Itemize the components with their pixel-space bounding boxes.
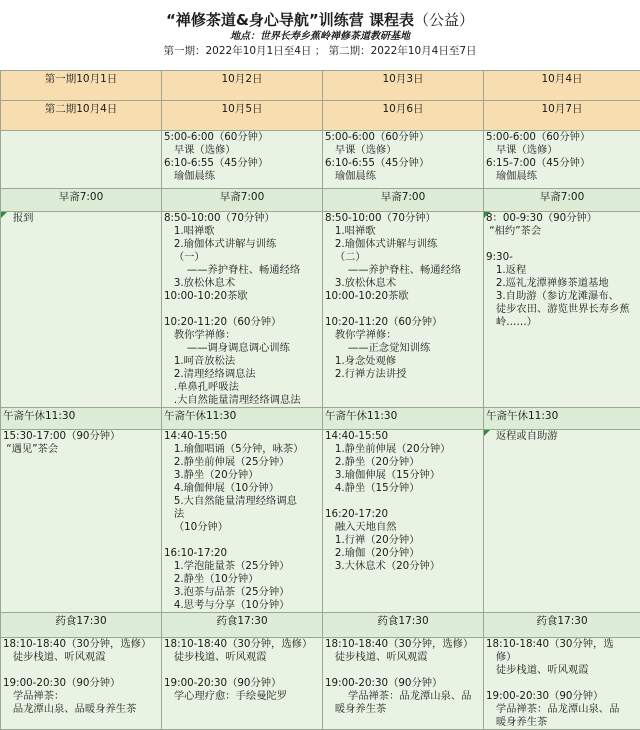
am-day3: 8:50-10:00（70分钟） 1.唱禅歌 2.瑜伽体式讲解与训练 （二） ——养护脊柱、畅通经络 3.放松休息术 10:00-10:20茶歇 10:20-11:20（60分钟） 教你学禅修： ——正念觉知训练 1.身念处观修 2.行禅方法讲授 [323, 212, 484, 408]
period2-day4: 10月7日 [484, 101, 640, 131]
period1-day1: 第一期10月1日 [1, 71, 162, 101]
lunch-row [1, 408, 640, 430]
evening-day1: 18:10-18:40（30分钟，选修） 徒步栈道、听风观霞 19:00-20:30（90分钟） 学品禅茶： 品龙潭山泉、品暖身养生茶 [1, 638, 162, 730]
morning-day1 [1, 131, 162, 189]
period2-row [1, 101, 640, 131]
evening-day4: 18:10-18:40（30分钟，选 修） 徒步栈道、听风观霞 19:00-20:30（90分钟） 学品禅茶：品龙潭山泉、品 暖身养生茶 [484, 638, 640, 730]
pm-day4: 返程或自助游 [484, 430, 640, 613]
pm-day2: 14:40-15:50 1.瑜伽唱诵（5分钟，咏茶） 2.静坐前伸展（25分钟） 3.静坐（20分钟） 4.瑜伽伸展（10分钟） 5.大自然能量清理经络调息 法 （10分钟） 16:10-17:20 1.学泡能量茶（25分钟） 2.静坐（10分钟） 3.泡茶与品茶（25分钟） 4.思考与分享（10分钟） [162, 430, 323, 613]
breakfast-day4: 早斋7:00 [484, 189, 640, 212]
breakfast-day2: 早斋7:00 [162, 189, 323, 212]
am-day4: 8：00-9:30（90分钟） “相约”茶会 9:30- 1.返程 2.巡礼龙潭禅修茶道基地 3.自助游（参访龙滩瀑布、 徒步农田、游览世界长寿乡蕉 岭……） [484, 212, 640, 408]
title-suffix: （公益） [414, 11, 474, 29]
lunch-day1: 午斋午休11:30 [1, 408, 162, 430]
am-day1: 报到 [1, 212, 162, 408]
dinner-day2: 药食17:30 [162, 613, 323, 638]
period1-row [1, 71, 640, 101]
am-row [1, 212, 640, 408]
dinner-day1: 药食17:30 [1, 613, 162, 638]
pm-day3: 14:40-15:50 1.静坐前伸展（20分钟） 2.静坐（20分钟） 3.瑜伽伸展（15分钟） 4.静坐（15分钟） 16:20-17:20 融入天地自然 1.行禅（20分钟） 2.瑜伽（20分钟） 3.大休息术（20分钟） [323, 430, 484, 613]
evening-row [1, 638, 640, 730]
period2-day1: 第二期10月4日 [1, 101, 162, 131]
evening-day2: 18:10-18:40（30分钟，选修） 徒步栈道、听风观霞 19:00-20:30（90分钟） 学心理疗愈：手绘曼陀罗 [162, 638, 323, 730]
morning-day2: 5:00-6:00（60分钟） 早课（选修） 6:10-6:55（45分钟） 瑜伽晨练 [162, 131, 323, 189]
pm-day1: 15:30-17:00（90分钟） “遇见”茶会 [1, 430, 162, 613]
morning-day4: 5:00-6:00（60分钟） 早课（选修） 6:15-7:00（45分钟） 瑜伽晨练 [484, 131, 640, 189]
breakfast-day1: 早斋7:00 [1, 189, 162, 212]
breakfast-day3: 早斋7:00 [323, 189, 484, 212]
period1-day2: 10月2日 [162, 71, 323, 101]
evening-day3: 18:10-18:40（30分钟，选修） 徒步栈道、听风观霞 19:00-20:30（90分钟） 学品禅茶：品龙潭山泉、品 暖身养生茶 [323, 638, 484, 730]
lunch-day2: 午斋午休11:30 [162, 408, 323, 430]
period2-day3: 10月6日 [323, 101, 484, 131]
period1-day3: 10月3日 [323, 71, 484, 101]
period1-day4: 10月4日 [484, 71, 640, 101]
lunch-day4: 午斋午休11:30 [484, 408, 640, 430]
pm-row [1, 430, 640, 613]
page-header [0, 0, 640, 70]
lunch-day3: 午斋午休11:30 [323, 408, 484, 430]
location-line: 地点：世界长寿乡蕉岭禅修茶道教研基地 [0, 30, 640, 44]
session-dates: 第一期：2022年10月1日至4日 ； 第二期：2022年10月4日至7日 [0, 44, 640, 59]
period2-day2: 10月5日 [162, 101, 323, 131]
morning-row [1, 131, 640, 189]
breakfast-row [1, 189, 640, 212]
schedule-table [0, 70, 640, 730]
page-title [0, 0, 640, 30]
dinner-row [1, 613, 640, 638]
title-text: “禅修茶道&身心导航”训练营 课程表 [166, 11, 414, 29]
morning-day3: 5:00-6:00（60分钟） 早课（选修） 6:10-6:55（45分钟） 瑜伽晨练 [323, 131, 484, 189]
dinner-day4: 药食17:30 [484, 613, 640, 638]
am-day2: 8:50-10:00（70分钟） 1.唱禅歌 2.瑜伽体式讲解与训练 （一） ——养护脊柱、畅通经络 3.放松休息术 10:00-10:20茶歇 10:20-11:20（60分钟） 教你学禅修： ——调身调息调心训练 1.呵音放松法 2.清理经络调息法 .单鼻孔呼吸法 .大自然能量清理经络调息法 [162, 212, 323, 408]
dinner-day3: 药食17:30 [323, 613, 484, 638]
